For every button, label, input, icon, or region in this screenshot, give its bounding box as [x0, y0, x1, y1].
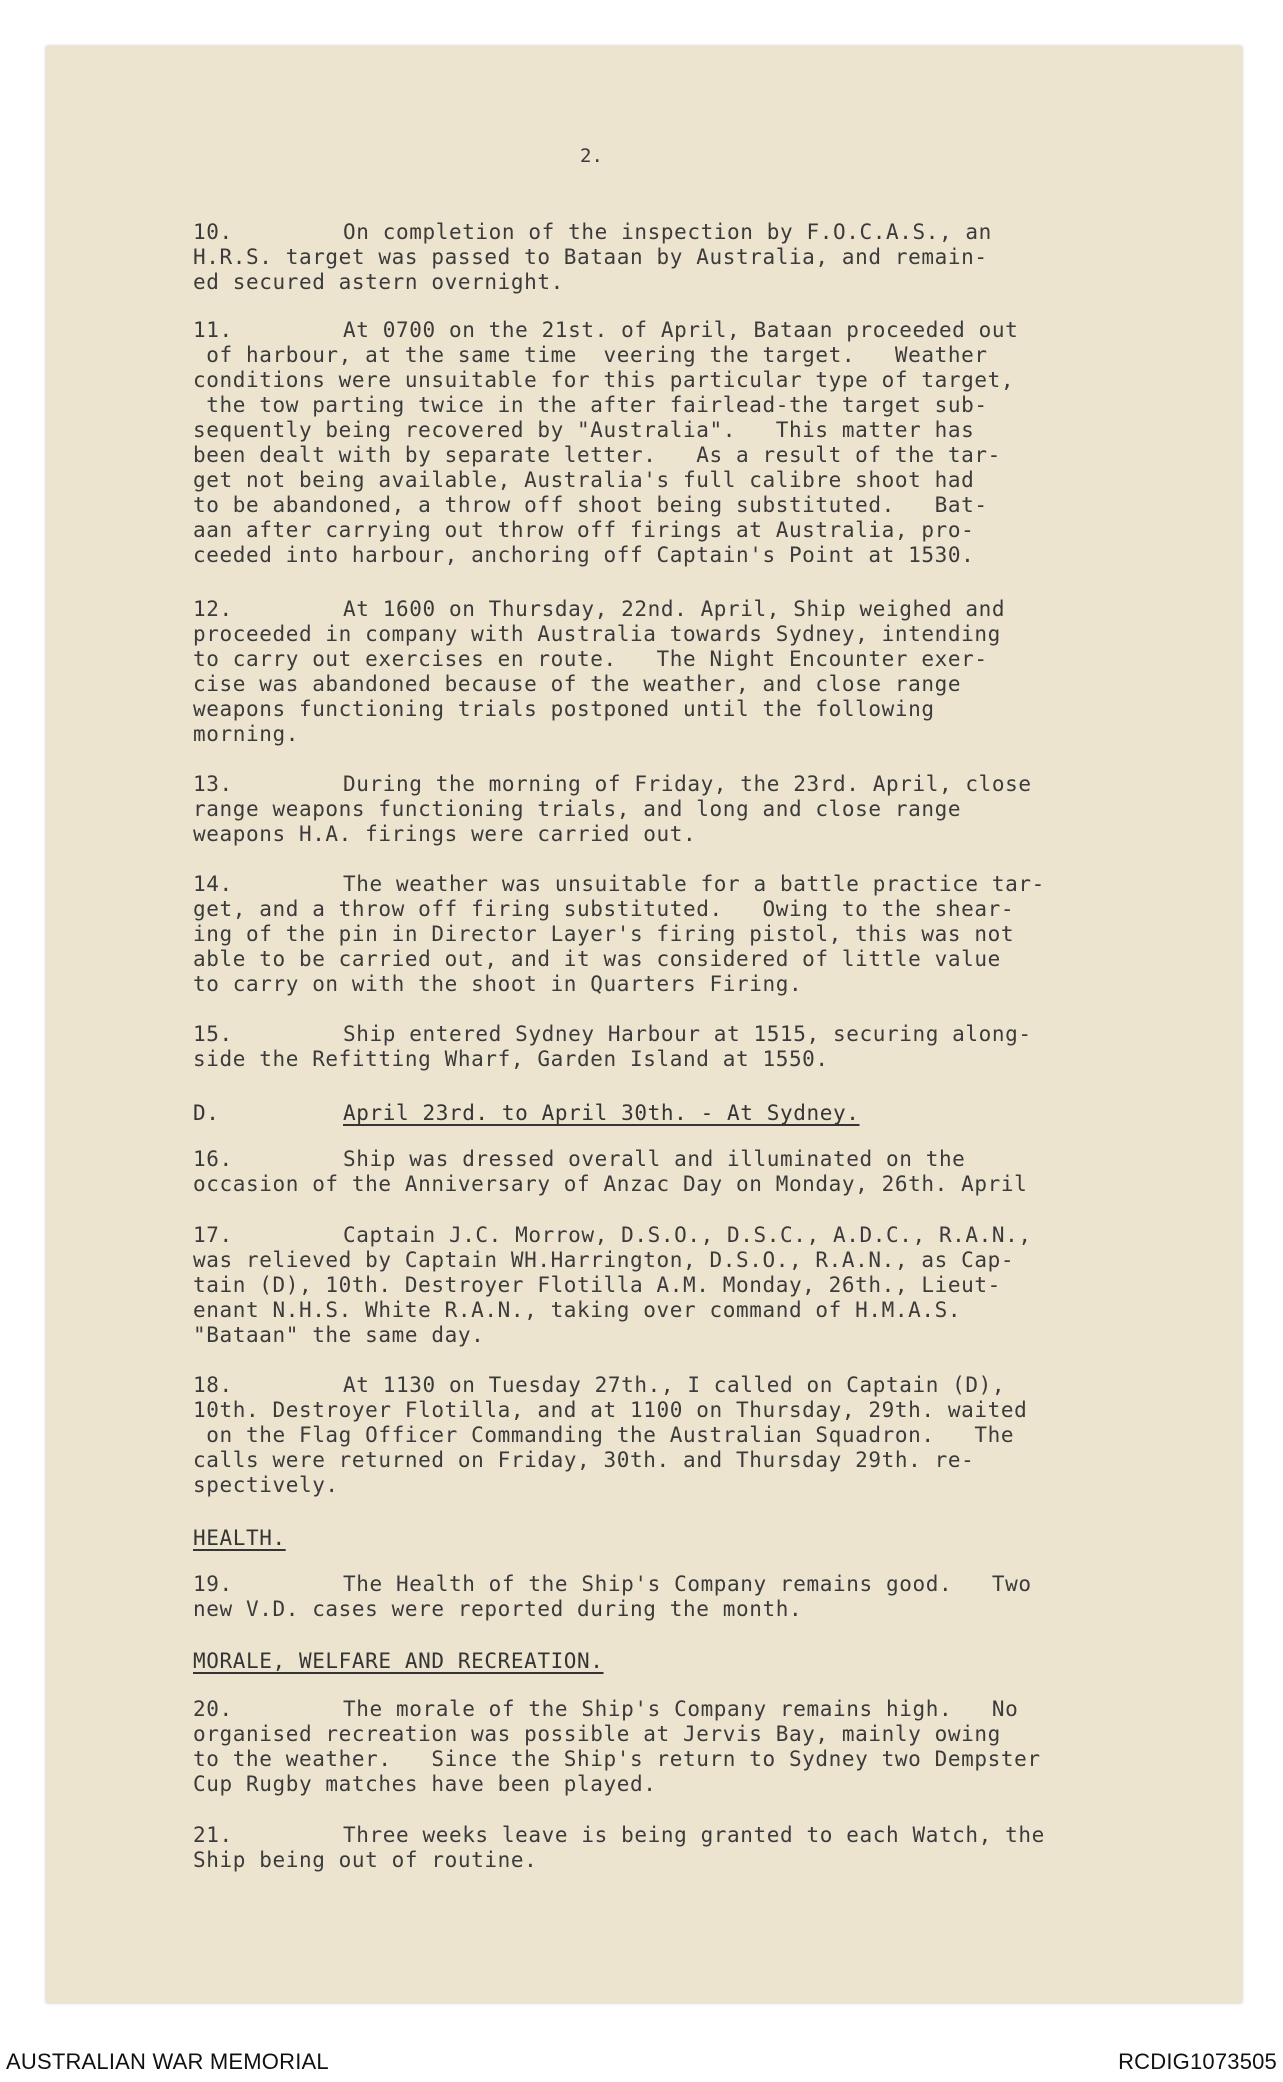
text-line: 13. During the morning of Friday, the 23rd. April, close: [193, 772, 1032, 796]
paragraph-17: [193, 1223, 1153, 1348]
text-line: spectively.: [193, 1473, 339, 1497]
text-line: was relieved by Captain WH.Harrington, D.S.O., R.A.N., as Cap-: [193, 1248, 1015, 1272]
text-line: 11. At 0700 on the 21st. of April, Bataan proceeded out: [193, 318, 1019, 342]
morale-heading: MORALE, WELFARE AND RECREATION.: [193, 1649, 604, 1673]
text-line: weapons functioning trials postponed until the following: [193, 697, 935, 721]
text-line: been dealt with by separate letter. As a result of the tar-: [193, 443, 1001, 467]
section-letter: D.: [193, 1101, 220, 1125]
text-line: on the Flag Officer Commanding the Australian Squadron. The: [193, 1423, 1015, 1447]
text-line: occasion of the Anniversary of Anzac Day on Monday, 26th. April: [193, 1172, 1028, 1196]
text-line: morning.: [193, 722, 299, 746]
text-line: 18. At 1130 on Tuesday 27th., I called on Captain (D),: [193, 1373, 1006, 1397]
text-line: to carry on with the shoot in Quarters Firing.: [193, 972, 803, 996]
health-heading: HEALTH.: [193, 1526, 286, 1550]
text-line: Ship being out of routine.: [193, 1848, 538, 1872]
text-line: aan after carrying out throw off firings at Australia, pro-: [193, 518, 975, 542]
text-line: cise was abandoned because of the weather, and close range: [193, 672, 962, 696]
footer-record-id: RCDIG1073505: [1118, 2049, 1277, 2074]
text-line: enant N.H.S. White R.A.N., taking over command of H.M.A.S.: [193, 1298, 962, 1322]
paragraph-number: 14.: [193, 872, 233, 896]
text-line: proceeded in company with Australia towards Sydney, intending: [193, 622, 1001, 646]
text-line: of harbour, at the same time veering the target. Weather: [193, 343, 988, 367]
paragraph-15: [193, 1022, 1153, 1072]
text-line: 10. On completion of the inspection by F.O.C.A.S., an: [193, 220, 992, 244]
paragraph-14: [193, 872, 1153, 997]
text-line: conditions were unsuitable for this particular type of target,: [193, 368, 1015, 392]
text-line: "Bataan" the same day.: [193, 1323, 485, 1347]
paragraph-18: [193, 1373, 1153, 1498]
text-line: weapons H.A. firings were carried out.: [193, 822, 697, 846]
paragraph-10: [193, 220, 1153, 295]
paragraph-number: 10.: [193, 220, 233, 244]
text-line: 14. The weather was unsuitable for a battle practice tar-: [193, 872, 1045, 896]
paragraph-number: 20.: [193, 1697, 233, 1721]
text-line: ed secured astern overnight.: [193, 270, 564, 294]
paragraph-number: 18.: [193, 1373, 233, 1397]
paragraph-16: [193, 1147, 1153, 1197]
paragraph-number: 13.: [193, 772, 233, 796]
paragraph-20: [193, 1697, 1153, 1797]
text-line: side the Refitting Wharf, Garden Island at 1550.: [193, 1047, 829, 1071]
text-line: calls were returned on Friday, 30th. and Thursday 29th. re-: [193, 1448, 975, 1472]
text-line: get not being available, Australia's full calibre shoot had: [193, 468, 975, 492]
text-line: get, and a throw off firing substituted. Owing to the shear-: [193, 897, 1015, 921]
paragraph-11: [193, 318, 1153, 568]
paragraph-number: 21.: [193, 1823, 233, 1847]
text-line: able to be carried out, and it was considered of little value: [193, 947, 1001, 971]
paragraph-number: 15.: [193, 1022, 233, 1046]
text-line: tain (D), 10th. Destroyer Flotilla A.M. Monday, 26th., Lieut-: [193, 1273, 1001, 1297]
text-line: 16. Ship was dressed overall and illuminated on the: [193, 1147, 966, 1171]
section-d-heading: [193, 1100, 859, 1126]
text-line: 17. Captain J.C. Morrow, D.S.O., D.S.C., A.D.C., R.A.N.,: [193, 1223, 1032, 1247]
paragraph-number: 19.: [193, 1572, 233, 1596]
text-line: to be abandoned, a throw off shoot being substituted. Bat-: [193, 493, 988, 517]
text-line: 10th. Destroyer Flotilla, and at 1100 on Thursday, 29th. waited: [193, 1398, 1028, 1422]
text-line: ing of the pin in Director Layer's firing pistol, this was not: [193, 922, 1015, 946]
footer-archive-name: AUSTRALIAN WAR MEMORIAL: [6, 2049, 329, 2074]
text-line: 20. The morale of the Ship's Company remains high. No: [193, 1697, 1019, 1721]
section-title: April 23rd. to April 30th. - At Sydney.: [343, 1101, 860, 1125]
paragraph-19: [193, 1572, 1153, 1622]
text-line: range weapons functioning trials, and long and close range: [193, 797, 962, 821]
text-line: to the weather. Since the Ship's return to Sydney two Dempster: [193, 1747, 1041, 1771]
text-line: 12. At 1600 on Thursday, 22nd. April, Ship weighed and: [193, 597, 1006, 621]
text-line: the tow parting twice in the after fairlead-the target sub-: [193, 393, 988, 417]
paragraph-number: 11.: [193, 318, 233, 342]
text-line: ceeded into harbour, anchoring off Captain's Point at 1530.: [193, 543, 975, 567]
text-line: 21. Three weeks leave is being granted to each Watch, the: [193, 1823, 1045, 1847]
text-line: 19. The Health of the Ship's Company remains good. Two: [193, 1572, 1032, 1596]
paragraph-12: [193, 597, 1153, 747]
paragraph-number: 12.: [193, 597, 233, 621]
text-line: H.R.S. target was passed to Bataan by Australia, and remain-: [193, 245, 988, 269]
text-line: to carry out exercises en route. The Night Encounter exer-: [193, 647, 988, 671]
paragraph-21: [193, 1823, 1153, 1873]
page-number: 2.: [580, 145, 603, 167]
text-line: sequently being recovered by "Australia". This matter has: [193, 418, 975, 442]
paragraph-number: 16.: [193, 1147, 233, 1171]
text-line: organised recreation was possible at Jervis Bay, mainly owing: [193, 1722, 1001, 1746]
paragraph-number: 17.: [193, 1223, 233, 1247]
text-line: 15. Ship entered Sydney Harbour at 1515, securing along-: [193, 1022, 1032, 1046]
text-line: Cup Rugby matches have been played.: [193, 1772, 657, 1796]
text-line: new V.D. cases were reported during the month.: [193, 1597, 803, 1621]
paragraph-13: [193, 772, 1153, 847]
